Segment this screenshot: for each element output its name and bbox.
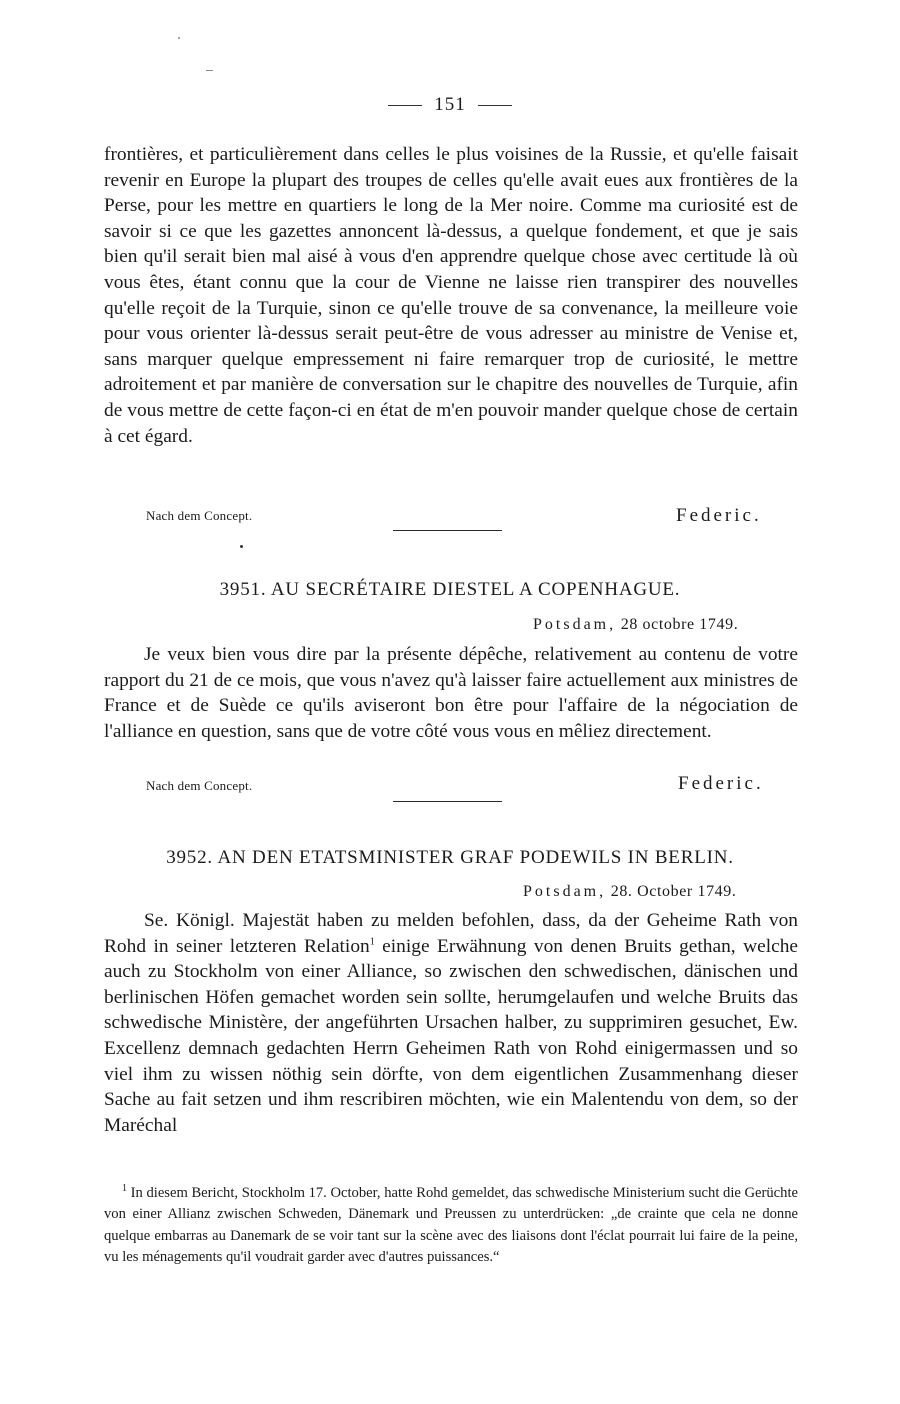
letter-3952-place: Potsdam, [523,883,607,900]
footnote-text [104,1183,798,1269]
footnote-reference: 1 [369,936,375,948]
footnote [104,1183,798,1269]
letter-3951-text: Je veux bien vous dire par la présente dépêche, relativement au contenu de votre rapport du 21 de ce mois, que vous n'avez qu'à laisser faire actuellement aux ministres de France et de Suède ce qu'ils aviseront bon être pour l'affaire de la négociation de l'alliance en question, sans que de votre côté vous vous en mêliez directement. [104,644,798,742]
letter-3952-text-part1: Se. Königl. Majestät haben zu melden befohlen, dass, da der Geheime Rath von Rohd in seiner letzteren Relation [104,910,798,957]
footnote-marker: 1 [122,1183,127,1195]
letter-3952-body [104,908,798,1138]
letter-3952-number: 3952. [166,847,213,868]
letter-3952-heading [0,847,900,869]
letter-3951-number: 3951. [219,579,267,600]
letter-3951-heading [0,579,900,601]
letter-3950-signature: Federic. [676,505,762,526]
header-dash-left [388,105,422,106]
scan-speck [240,545,243,548]
letter-3951-place: Potsdam, [533,616,617,633]
letter-3951-signature: Federic. [678,773,764,794]
letter-3951-dateline [533,616,738,634]
scan-speck [206,70,213,71]
letter-3951-title: AU SECRÉTAIRE DIESTEL A COPENHAGUE. [270,579,681,600]
letter-3950-text: frontières, et particulièrement dans celles le plus voisines de la Russie, et qu'elle faisait revenir en Europe la plupart des troupes de celles qu'elle avait eues aux frontières de la Perse, pour les mettre en quartiers le long de la Mer noire. Comme ma curiosité est de savoir si ce que les gazettes annoncent là-dessus, a quelque fondement, et que je sais bien qu'il serait bien mal aisé à vous d'en apprendre quelque chose avec certitude là où vous êtes, étant connu que la cour de Vienne ne laisse rien transpirer des nouvelles qu'elle reçoit de la Turquie, sinon ce qu'elle trouve de sa convenance, la meilleure voie pour vous orienter là-dessus serait peut-être de vous adresser au ministre de Venise et, sans marquer quelque empressement ni faire remarquer trop de curiosité, le mettre adroitement et par manière de conversation sur le chapitre des nouvelles de Turquie, afin de vous mettre de cette façon-ci en état de m'en pouvoir mander quelque chose de certain à cet égard. [104,144,798,447]
header-dash-right [478,105,512,106]
letter-3951-date: 28 octobre 1749. [620,616,739,633]
separator-rule [393,801,502,802]
letter-3952-dateline [523,883,736,901]
page-number: 151 [434,94,466,115]
letter-3952-date: 28. October 1749. [610,883,737,900]
scan-speck [178,37,180,39]
letter-3950-body [104,142,798,449]
letter-3951-body [104,642,798,744]
letter-3950-source: Nach dem Concept. [146,508,253,523]
letter-3952-text [104,908,798,1138]
letter-3952-title: AN DEN ETATSMINISTER GRAF PODEWILS IN BERLIN. [217,847,734,868]
page-header [0,94,900,116]
letter-3952-text-part2: einige Erwähnung von denen Bruits gethan, welche auch zu Stockholm von einer Alliance, so zwischen den schwedischen, dänischen und berlinischen Höfen gemachet worden sein sollte, herumgelaufen und welche Bruits das schwedische Ministère, der angeführten Ursachen halber, zu supprimiren gesuchet, Ew. Excellenz demnach gedachten Herrn Geheimen Rath von Rohd einigermassen und so viel ihm zu wissen nöthig sein dörfte, von dem eigentlichen Zusammenhang dieser Sache au fait setzen und ihm rescribiren möchten, wie ein Malentendu von dem, so der Maréchal [104,935,798,1136]
separator-rule [393,530,502,531]
footnote-body: In diesem Bericht, Stockholm 17. October, hatte Rohd gemeldet, das schwedische Ministerium sucht die Gerüchte von einer Allianz zwischen Schweden, Dänemark und Preussen zu unterdrücken: „de crainte que cela ne donne quelque embarras au Danemark de se voir tant sur la scène avec des liaisons dont l'éclat pourrait lui faire de la peine, vu les ménagements qu'il voudrait garder avec d'autres puissances.“ [104,1185,798,1266]
letter-3951-source: Nach dem Concept. [146,778,253,793]
